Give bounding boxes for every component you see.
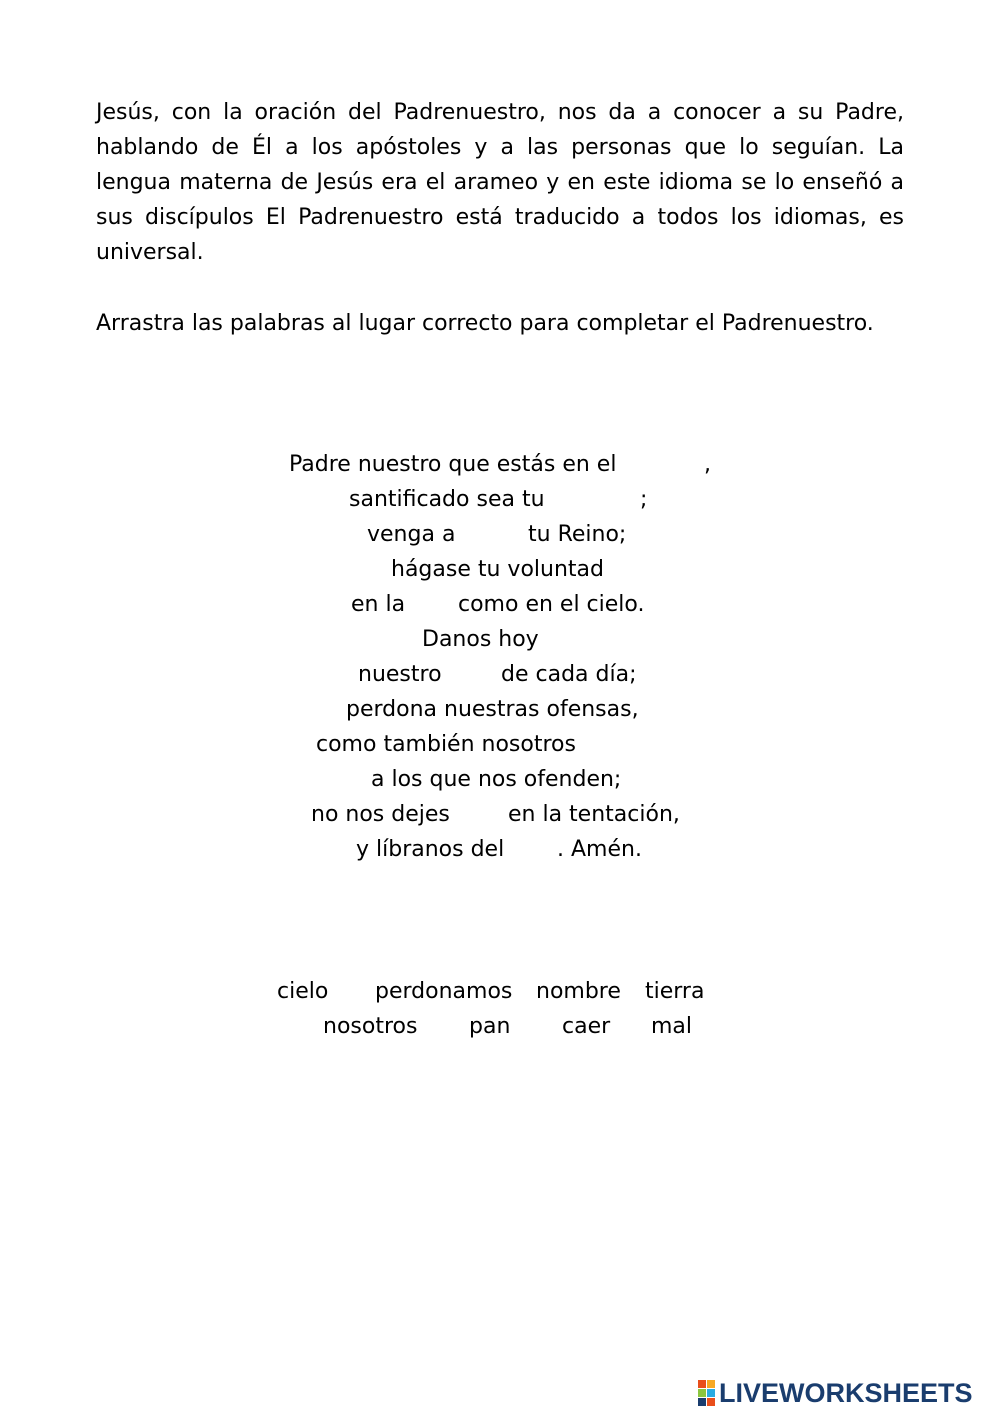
drop-slot-3[interactable]	[458, 522, 522, 548]
drop-slot-5[interactable]	[452, 662, 494, 688]
logo-square	[698, 1389, 706, 1397]
prayer-line-11-start: no nos dejes	[311, 802, 450, 827]
footer-logo	[698, 1377, 973, 1409]
prayer-line-1-start: Padre nuestro que estás en el	[289, 452, 617, 477]
drop-slot-7[interactable]	[462, 802, 502, 828]
intro-paragraph: Jesús, con la oración del Padrenuestro, nos da a conocer a su Padre, hablando de Él a los apóstoles y a las personas que lo seguían. La lengua materna de Jesús era el arameo y en este idioma se lo enseñó a sus discípulos El Padrenuestro está traducido a todos los idiomas, es universal.	[96, 100, 904, 265]
logo-square	[698, 1380, 706, 1388]
prayer-line-1-end: ,	[704, 452, 711, 477]
prayer-line-5-start: en la	[351, 592, 406, 617]
prayer-line-8-text: perdona nuestras ofensas,	[346, 697, 639, 722]
prayer-line-10-text: a los que nos ofenden;	[371, 767, 622, 792]
logo-square	[698, 1398, 706, 1406]
prayer-line-3-start: venga a	[367, 522, 456, 547]
drop-slot-4[interactable]	[410, 592, 452, 618]
prayer-line-4-text: hágase tu voluntad	[391, 557, 604, 582]
drop-slot-1[interactable]	[640, 452, 698, 478]
prayer-line-2-end: ;	[640, 487, 648, 512]
prayer-line-6-text: Danos hoy	[422, 627, 539, 652]
logo-square	[707, 1398, 715, 1406]
draggable-word-nosotros[interactable]: nosotros	[323, 1014, 418, 1039]
logo-square	[707, 1389, 715, 1397]
prayer-line-7-start: nuestro	[358, 662, 442, 687]
prayer-line-12-end: . Amén.	[557, 837, 642, 862]
drop-slot-2[interactable]	[568, 487, 634, 513]
drop-slot-8[interactable]	[518, 837, 556, 863]
prayer-line-11-end: en la tentación,	[508, 802, 680, 827]
prayer-line-5-end: como en el cielo.	[458, 592, 645, 617]
draggable-word-mal[interactable]: mal	[651, 1014, 693, 1039]
draggable-word-pan[interactable]: pan	[469, 1014, 511, 1039]
draggable-word-caer[interactable]: caer	[562, 1014, 611, 1039]
drop-slot-6[interactable]	[590, 732, 680, 758]
prayer-line-9-start: como también nosotros	[316, 732, 576, 757]
brand-name: LIVEWORKSHEETS	[719, 1377, 973, 1408]
prayer-line-7-end: de cada día;	[501, 662, 637, 687]
prayer-line-12-start: y líbranos del	[356, 837, 505, 862]
draggable-word-perdonamos[interactable]: perdonamos	[375, 979, 513, 1004]
instructions-paragraph: Arrastra las palabras al lugar correcto para completar el Padrenuestro.	[96, 311, 874, 336]
prayer-line-12	[0, 835, 1000, 985]
draggable-word-nombre[interactable]: nombre	[536, 979, 621, 1004]
prayer-line-3-end: tu Reino;	[528, 522, 627, 547]
liveworksheets-logo-icon	[698, 1380, 715, 1406]
prayer-line-2-start: santificado sea tu	[349, 487, 545, 512]
draggable-word-cielo[interactable]: cielo	[277, 979, 329, 1004]
logo-square	[707, 1380, 715, 1388]
draggable-word-tierra[interactable]: tierra	[645, 979, 705, 1004]
